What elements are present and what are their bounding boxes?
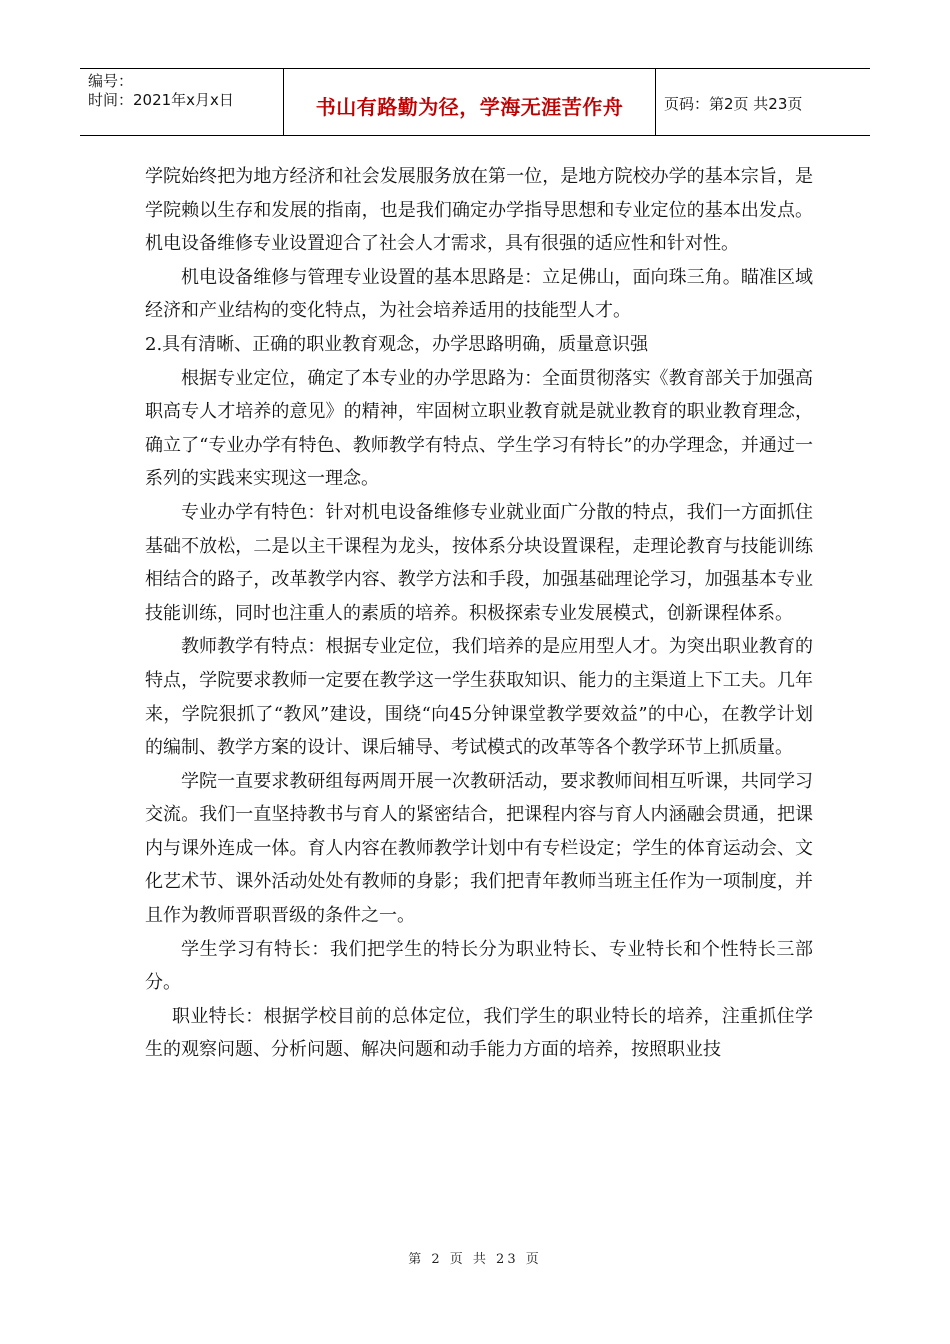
paragraph: 机电设备维修与管理专业设置的基本思路是：立足佛山，面向珠三角。瞄准区域经济和产业结构的变化特点，为社会培养适用的技能型人才。 <box>145 266 813 322</box>
paragraph: 根据专业定位，确定了本专业的办学思路为：全面贯彻落实《教育部关于加强高职高专人才培养的意见》的精神，牢固树立职业教育就是就业教育的职业教育理念，确立了“专业办学有特色、教师教学有特点、学生学习有特长”的办学理念，并通过一系列的实践来实现这一理念。 <box>145 367 813 490</box>
paragraph: 学院始终把为地方经济和社会发展服务放在第一位，是地方院校办学的基本宗旨，是学院赖以生存和发展的指南，也是我们确定办学指导思想和专业定位的基本出发点。机电设备维修专业设置迎合了社会人才需求，具有很强的适应性和针对性。 <box>145 166 813 255</box>
page-footer: 第 2 页 共 23 页 <box>408 1252 542 1267</box>
section-heading: 2.具有清晰、正确的职业教育观念，办学思路明确，质量意识强 <box>145 333 649 355</box>
paragraph: 专业办学有特色：针对机电设备维修专业就业面广分散的特点，我们一方面抓住基础不放松，二是以主干课程为龙头，按体系分块设置课程，走理论教育与技能训练相结合的路子，改革教学内容、教学方法和手段，加强基础理论学习，加强基本专业技能训练，同时也注重人的素质的培养。积极探索专业发展模式，创新课程体系。 <box>145 501 813 624</box>
header-page-number: 页码：第2页 共23页 <box>664 94 803 113</box>
document-date-label: 时间：2021年x月x日 <box>88 91 234 109</box>
document-header <box>80 68 870 136</box>
paragraph: 学生学习有特长：我们把学生的特长分为职业特长、专业特长和个性特长三部分。 <box>145 938 813 994</box>
header-motto: 书山有路勤为径，学海无涯苦作舟 <box>284 69 656 135</box>
document-number-label: 编号： <box>88 72 134 90</box>
paragraph: 职业特长：根据学校目前的总体定位，我们学生的职业特长的培养，注重抓住学生的观察问题、分析问题、解决问题和动手能力方面的培养，按照职业技 <box>145 1005 813 1061</box>
document-body <box>145 160 813 1067</box>
header-meta <box>80 69 284 135</box>
paragraph: 学院一直要求教研组每两周开展一次教研活动，要求教师间相互听课，共同学习交流。我们一直坚持教书与育人的紧密结合，把课程内容与育人内涵融会贯通，把课内与课外连成一体。育人内容在教师教学计划中有专栏设定；学生的体育运动会、文化艺术节、课外活动处处有教师的身影；我们把青年教师当班主任作为一项制度，并且作为教师晋职晋级的条件之一。 <box>145 770 813 927</box>
paragraph: 教师教学有特点：根据专业定位，我们培养的是应用型人才。为突出职业教育的特点，学院要求教师一定要在教学这一学生获取知识、能力的主渠道上下工夫。几年来，学院狠抓了“教风”建设，围绕“向45分钟课堂教学要效益”的中心，在教学计划的编制、教学方案的设计、课后辅导、考试模式的改革等各个教学环节上抓质量。 <box>145 636 813 759</box>
